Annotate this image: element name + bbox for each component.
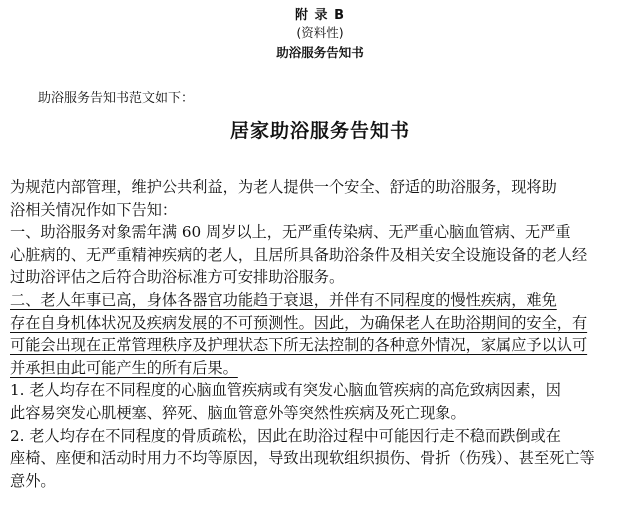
appendix-subtitle: 助浴服务告知书 <box>276 45 364 60</box>
document-title: 居家助浴服务告知书 <box>229 120 410 142</box>
appendix-nature: (资料性) <box>296 25 344 40</box>
body-line: 此容易突发心肌梗塞、猝死、脑血管意外等突然性疾病及死亡现象。 <box>10 404 466 422</box>
body-line: 过助浴评估之后符合助浴标准方可安排助浴服务。 <box>10 268 345 287</box>
body-line: 心脏病的、无严重精神疾病的老人，且居所具备助浴条件及相关安全设施设备的老人经 <box>10 245 588 264</box>
body-line: 意外。 <box>10 471 56 490</box>
body-line-underlined: 可能会出现在正常管理秩序及护理状态下所无法控制的各种意外情况，家属应予以认可 <box>10 336 588 355</box>
body-line: 2. 老人均存在不同程度的骨质疏松，因此在助浴过程中可能因行走不稳而跌倒或在 <box>10 426 561 445</box>
body-line-underlined: 存在自身机体状况及疾病发展的不可预测性。因此，为确保老人在助浴期间的安全，有 <box>10 313 588 332</box>
body-line: 一、助浴服务对象需年满 60 周岁以上，无严重传染病、无严重心脑血管病、无严重 <box>10 223 571 242</box>
body-line: 浴相关情况作如下告知： <box>10 200 178 219</box>
body-line-underlined: 并承担由此可能产生的所有后果。 <box>10 358 238 377</box>
body-line: 座椅、座便和活动时用力不均等原因，导致出现软组织损伤、骨折（伤残）、甚至死亡等 <box>10 449 595 468</box>
intro-text: 助浴服务告知书范文如下： <box>38 91 195 106</box>
body-line-underlined: 二、老人年事已高，身体各器官功能趋于衰退，并伴有不同程度的慢性疾病，难免 <box>10 291 557 309</box>
body-line: 1. 老人均存在不同程度的心脑血管疾病或有突发心脑血管疾病的高危致病因素，因 <box>10 381 561 400</box>
body-line: 为规范内部管理，维护公共利益，为老人提供一个安全、舒适的助浴服务，现将助 <box>10 178 557 196</box>
appendix-label: 附 录 B <box>295 8 345 23</box>
